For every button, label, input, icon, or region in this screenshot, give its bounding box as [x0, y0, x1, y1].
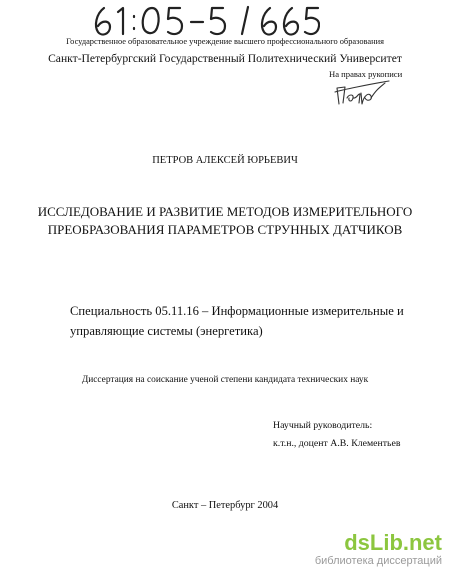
specialty-text [70, 301, 430, 341]
supervisor-label: Научный руководитель: [273, 420, 373, 431]
institution-line-1: Государственное образовательное учреждение высшего профессионального образования [66, 37, 384, 46]
rights-label: На правах рукописи [329, 69, 403, 79]
dslib-tagline: библиотека диссертаций [314, 555, 442, 567]
city-year: Санкт – Петербург 2004 [171, 500, 279, 511]
specialty-line: управляющие системы (энергетика) [70, 324, 263, 338]
dslib-logo[interactable]: dsLib.net [344, 530, 442, 555]
author-name: ПЕТРОВ АЛЕКСЕЙ ЮРЬЕВИЧ [152, 155, 298, 166]
institution-line-2: Санкт-Петербургский Государственный Политехнический Университет [48, 52, 402, 65]
thesis-title-line: ИССЛЕДОВАНИЕ И РАЗВИТИЕ МЕТОДОВ ИЗМЕРИТЕЛЬНОГО [37, 204, 413, 219]
dslib-watermark[interactable] [292, 531, 442, 568]
thesis-title-line: ПРЕОБРАЗОВАНИЯ ПАРАМЕТРОВ СТРУННЫХ ДАТЧИКОВ [47, 222, 403, 237]
handwritten-signature-image [331, 78, 391, 108]
handwritten-code-image [90, 4, 320, 38]
thesis-title [20, 203, 430, 239]
supervisor-name: к.т.н., доцент А.В. Клементьев [273, 438, 401, 449]
dissertation-note: Диссертация на соискание ученой степени кандидата технических наук [81, 375, 369, 385]
specialty-line: Специальность 05.11.16 – Информационные измерительные и [70, 304, 404, 318]
